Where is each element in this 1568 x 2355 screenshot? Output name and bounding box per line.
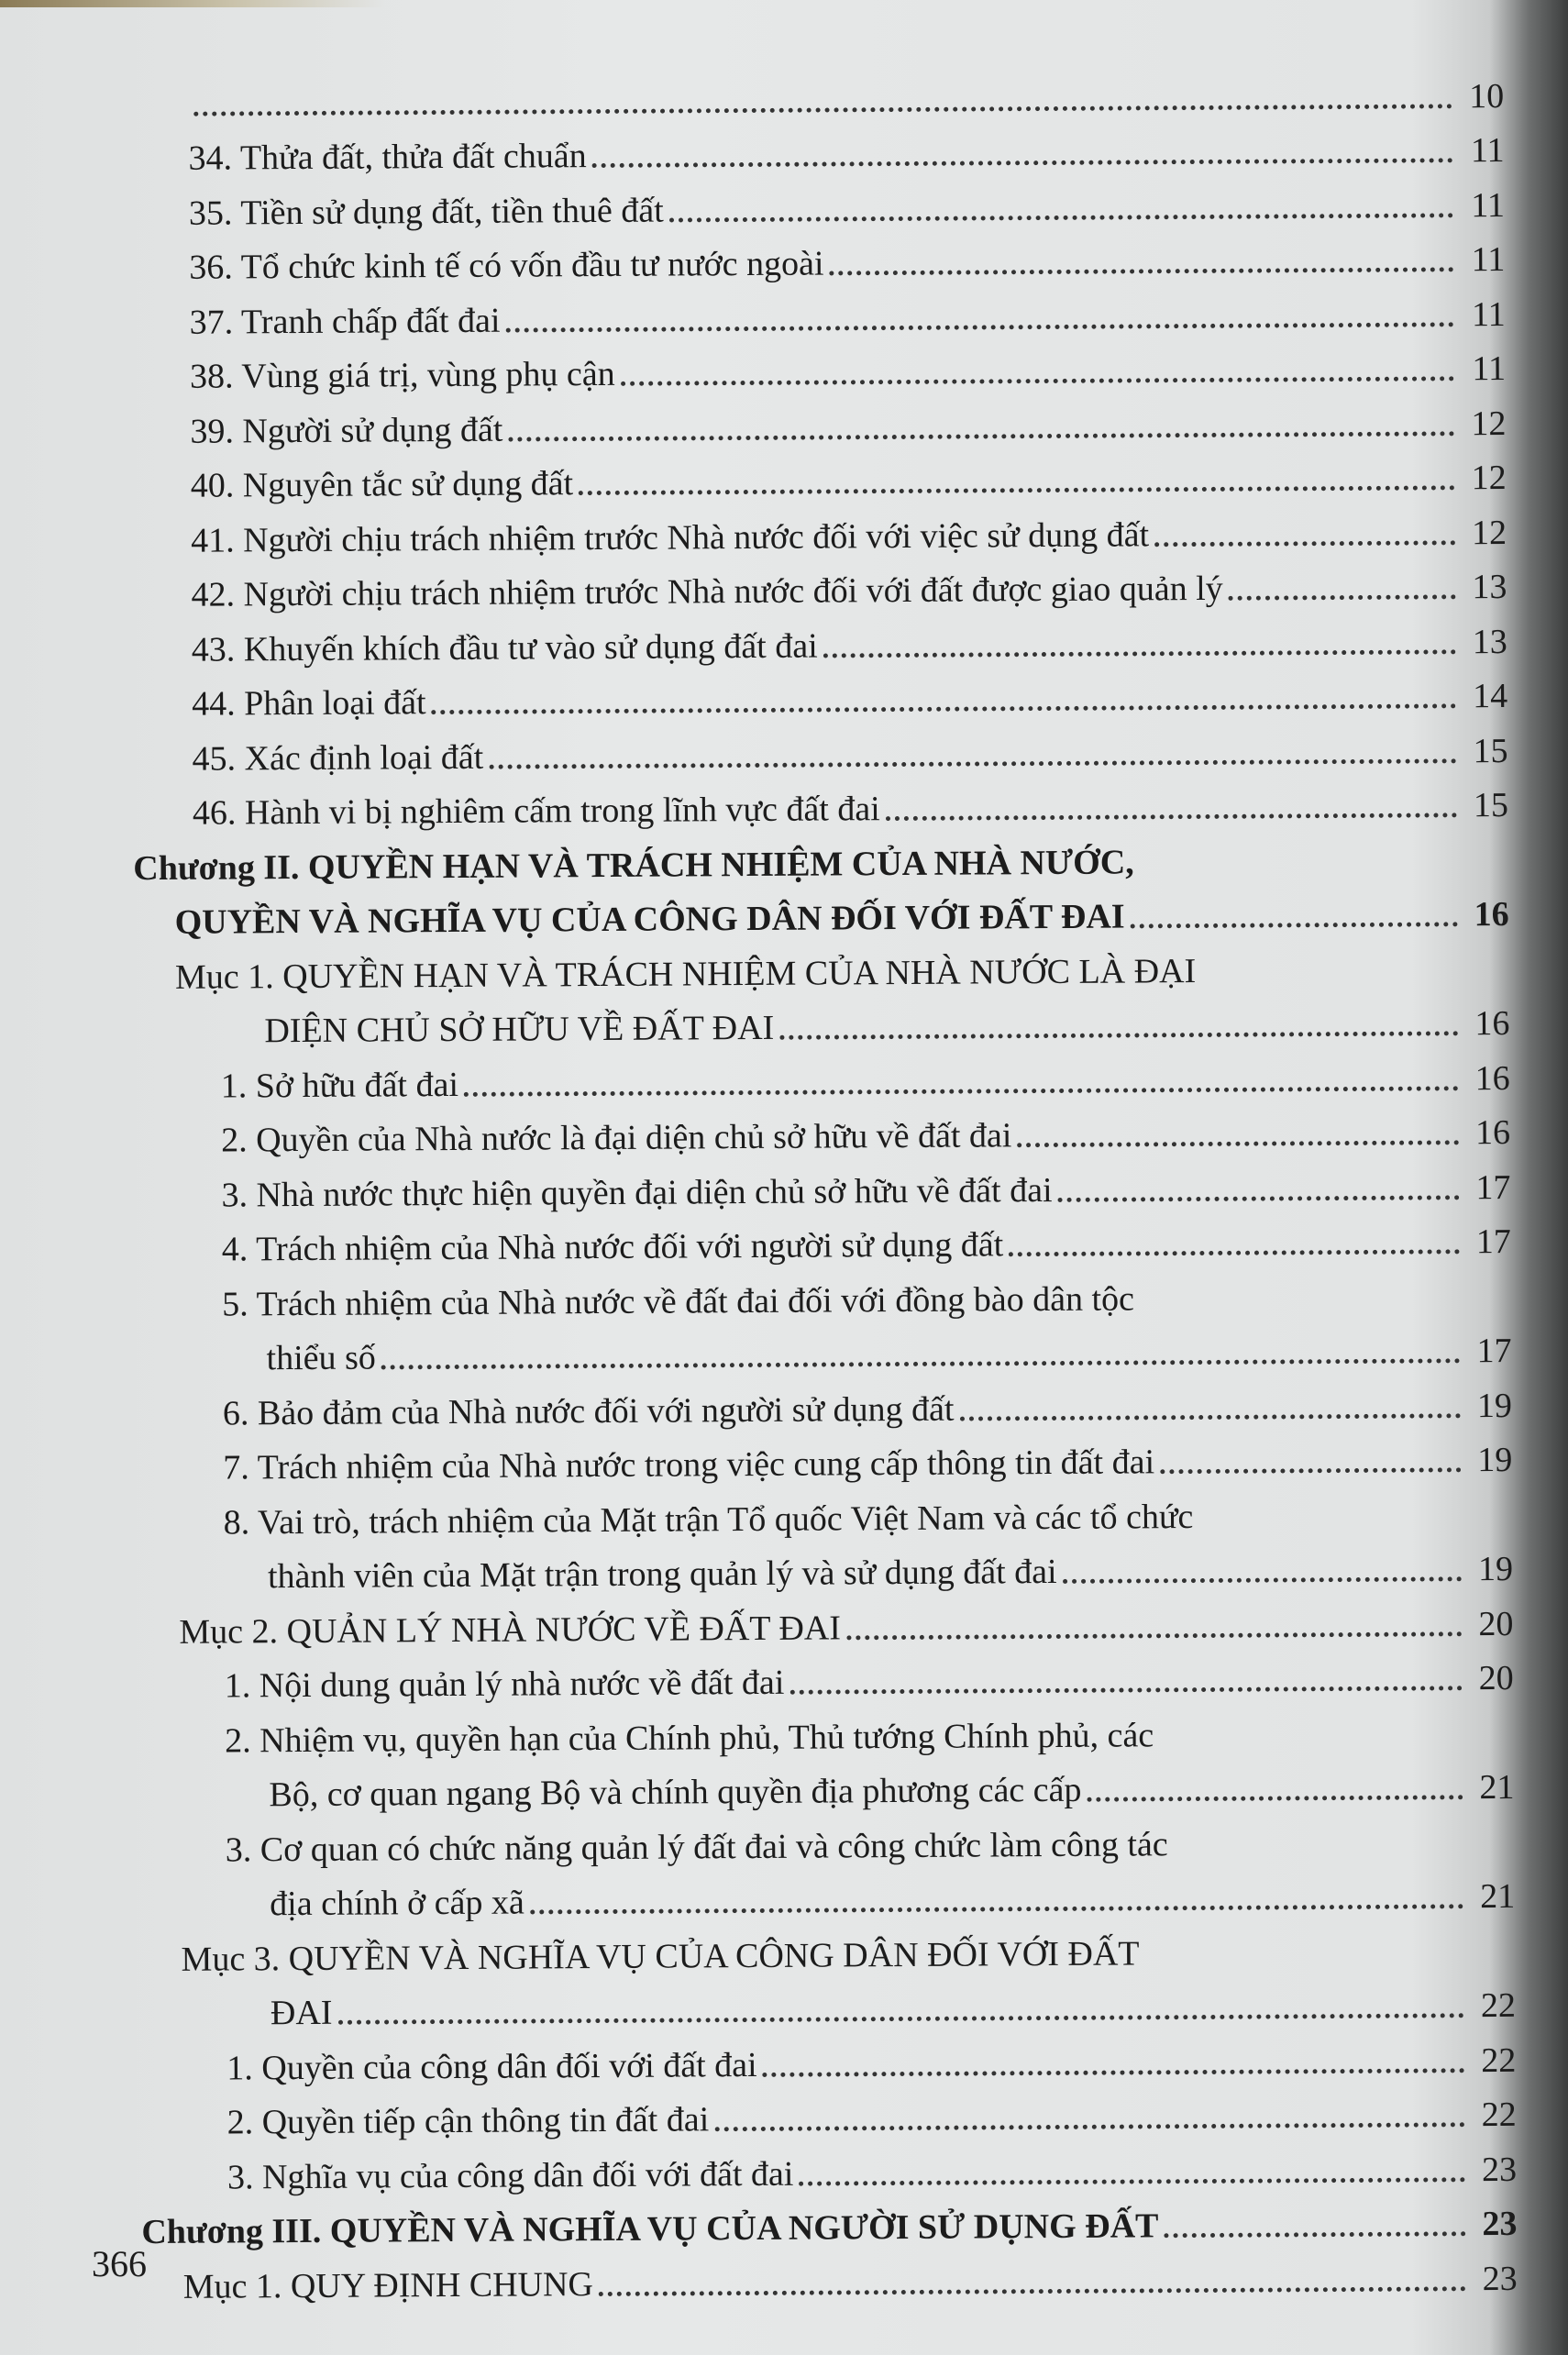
dot-leader [1009,1249,1460,1256]
toc-page-number: 21 [1480,1876,1516,1917]
toc-entry [11,1918,1516,2036]
toc-page-number: 22 [1481,2040,1517,2080]
toc-entry-title: 3. Cơ quan có chức năng quản lý đất đai và công chức làm công tác [225,1824,1168,1870]
toc-line [9,1535,1513,1599]
toc-entry-title: 6. Bảo đảm của Nhà nước đối với người sử dụng đất [222,1389,955,1433]
toc-page-number: 23 [1481,2150,1518,2189]
toc-page-number: 11 [1470,130,1505,171]
toc-line [7,1208,1511,1272]
toc-entry-title: 1. Nội dung quản lý nhà nước về đất đai [224,1663,785,1706]
dot-leader [1063,1576,1462,1584]
toc-entry-title: 34. Thửa đất, thửa đất chuẩn [188,137,587,178]
toc-entry [1,226,1505,290]
toc-entry [11,1808,1516,1927]
toc-entry [8,1426,1512,1490]
toc-line [0,62,1504,127]
toc-entry-title: thiểu số [266,1338,376,1378]
toc-entry [0,116,1504,181]
toc-entry-title: 44. Phân loại đất [192,683,426,724]
toc-entry-title: 7. Trách nhiệm của Nhà nước trong việc cung cấp thông tin đất đai [223,1443,1155,1487]
toc-line [7,1317,1511,1381]
toc-line [11,1918,1515,1982]
toc-entry-title: 45. Xác định loại đất [192,737,484,779]
toc-entry [3,444,1507,508]
toc-entry-title: Mục 1. QUY ĐỊNH CHUNG [182,2264,594,2306]
toc-entry [12,2081,1516,2145]
toc-line [6,935,1509,1000]
toc-page-number: 14 [1473,676,1508,716]
toc-entry [10,1699,1515,1818]
toc-entry-title: Bộ, cơ quan ngang Bộ và chính quyền địa phương các cấp [269,1770,1082,1815]
dot-leader [830,267,1454,275]
toc-entry [6,1099,1510,1163]
toc-entry [3,499,1507,563]
toc-page-number: 10 [1469,76,1505,116]
toc-line [13,2190,1517,2254]
toc-entry-title: Chương II. QUYỀN HẠN VÀ TRÁCH NHIỆM CỦA NHÀ NƯỚC, [133,842,1134,888]
dot-leader [714,2122,1464,2131]
toc-entry [4,608,1507,672]
toc-entry-title: Mục 2. QUẢN LÝ NHÀ NƯỚC VỀ ĐẤT ĐAI [179,1608,842,1652]
toc-entry [1,171,1505,236]
toc-page-number: 22 [1480,1985,1517,2026]
toc-entry-title: 2. Quyền tiếp cận thông tin đất đai [226,2100,710,2142]
photo-background-edge [0,0,385,7]
toc-entry [1,281,1505,345]
dot-leader [381,1358,1461,1369]
toc-page-number: 12 [1471,404,1507,443]
toc-page-number: 16 [1474,1112,1511,1153]
toc-line [8,1481,1512,1545]
toc-entry [0,62,1504,127]
dot-leader [193,104,1452,116]
dot-leader [1160,1467,1461,1474]
toc-line [2,335,1506,399]
toc-entry-title: 41. Người chịu trách nhiệm trước Nhà nước đối với việc sử dụng đất [190,514,1150,560]
toc-page-number: 11 [1471,294,1506,334]
toc-entry [6,1154,1510,1218]
toc-line [4,608,1507,672]
toc-line [3,553,1507,617]
toc-line [7,1263,1511,1327]
toc-line [13,2136,1517,2200]
toc-entry-title: địa chính ở cấp xã [270,1883,525,1924]
toc-line [10,1753,1514,1818]
table-of-contents [0,62,1518,2308]
toc-entry [5,771,1508,835]
toc-entry-title: 4. Trách nhiệm của Nhà nước đối với người sử dụng đất [221,1225,1004,1269]
toc-entry [4,662,1507,726]
toc-line [3,499,1507,563]
toc-entry-title: 3. Nghĩa vụ của công dân đối với đất đai [226,2154,794,2197]
toc-page-number: 17 [1476,1331,1512,1371]
toc-page-number: 20 [1478,1658,1514,1698]
dot-leader [1154,540,1455,547]
toc-entry [6,1045,1510,1109]
page-number: 366 [92,2243,147,2284]
toc-entry-title: 2. Quyền của Nhà nước là đại diện chủ sở hữu về đất đai [220,1116,1012,1160]
toc-entry-title: 46. Hành vi bị nghiêm cấm trong lĩnh vực đất đai [192,790,880,833]
toc-entry-title: 1. Quyền của công dân đối với đất đai [226,2045,757,2088]
toc-line [14,2245,1518,2309]
dot-leader [530,1904,1463,1914]
toc-line [3,444,1507,508]
toc-page-number: 11 [1471,239,1506,280]
toc-page-number: 15 [1473,731,1508,770]
toc-entry [13,2136,1517,2200]
dot-leader [579,485,1455,495]
toc-line [12,2027,1516,2091]
toc-page-number: 19 [1477,1549,1514,1589]
toc-page-number: 16 [1474,894,1509,934]
dot-leader [1017,1140,1459,1147]
toc-entry [8,1372,1512,1436]
toc-entry [6,935,1510,1054]
toc-page-number: 19 [1476,1386,1513,1425]
dot-leader [338,2013,1464,2025]
toc-page-number: 11 [1471,185,1506,225]
toc-line [10,1644,1514,1708]
toc-entry-title: 8. Vai trò, trách nhiệm của Mặt trận Tổ quốc Việt Nam và các tổ chức [223,1497,1194,1542]
toc-entry-title: 43. Khuyến khích đầu tư vào sử dụng đất đai [191,626,818,669]
dot-leader [1229,594,1456,601]
toc-line [1,281,1505,345]
toc-entry [14,2245,1518,2309]
toc-entry [8,1481,1513,1599]
toc-line [4,717,1507,781]
toc-entry-title: 35. Tiền sử dụng đất, tiền thuê đất [188,191,664,233]
toc-page-number: 17 [1475,1222,1511,1262]
toc-line [5,771,1508,835]
toc-page-number: 15 [1473,785,1509,825]
toc-entry-title: 5. Trách nhiệm của Nhà nước về đất đai đối với đồng bào dân tộc [222,1278,1135,1324]
toc-entry-title: 3. Nhà nước thực hiện quyền đại diện chủ sở hữu về đất đai [221,1170,1053,1215]
toc-entry-title: QUYỀN VÀ NGHĨA VỤ CỦA CÔNG DÂN ĐỐI VỚI ĐẤT ĐAI [174,897,1125,942]
toc-line [5,826,1508,890]
toc-line [10,1699,1514,1763]
toc-page-number: 23 [1482,2204,1518,2244]
toc-page-number: 13 [1472,567,1507,607]
dot-leader [669,213,1453,222]
toc-entry-title: 1. Sở hữu đất đai [220,1065,459,1106]
toc-line [6,1099,1510,1163]
dot-leader [846,1631,1462,1640]
dot-leader [508,431,1454,441]
toc-page-number: 16 [1474,1058,1510,1098]
toc-page-number: 13 [1472,622,1507,661]
toc-entry-title: 40. Nguyên tắc sử dụng đất [190,464,574,505]
toc-page-number: 19 [1477,1440,1513,1480]
toc-entry [2,390,1506,454]
toc-entry-title: 42. Người chịu trách nhiệm trước Nhà nước đối với đất được giao quản lý [191,569,1223,614]
toc-entry [7,1263,1512,1381]
dot-leader [1164,2231,1465,2238]
toc-entry [3,553,1507,617]
toc-page-number: 12 [1471,458,1507,498]
toc-entry-title: Chương III. QUYỀN VÀ NGHĨA VỤ CỦA NGƯỜI SỬ DỤNG ĐẤT [141,2206,1159,2252]
toc-entry [12,2027,1516,2091]
dot-leader [763,2068,1465,2077]
dot-leader [790,1686,1462,1694]
toc-entry-title: Mục 1. QUYỀN HẠN VÀ TRÁCH NHIỆM CỦA NHÀ NƯỚC LÀ ĐẠI [174,951,1197,997]
toc-page-number: 23 [1482,2259,1518,2298]
dot-leader [799,2177,1465,2185]
toc-page-number: 20 [1478,1604,1514,1643]
dot-leader [621,376,1454,386]
toc-chapter-entry [13,2190,1517,2254]
toc-line [1,171,1505,236]
toc-line [11,1863,1515,1927]
toc-line [1,226,1505,290]
toc-line [2,390,1506,454]
dot-leader [432,703,1457,714]
toc-entry-title: 39. Người sử dụng đất [190,410,503,451]
toc-entry [9,1590,1513,1654]
dot-leader [886,813,1457,821]
toc-page-number: 21 [1479,1767,1515,1808]
toc-entry-title: 36. Tổ chức kinh tế có vốn đầu tư nước ngoài [189,244,824,287]
dot-leader [1088,1795,1463,1802]
toc-line [5,880,1508,945]
toc-entry-title: 2. Nhiệm vụ, quyền hạn của Chính phủ, Thủ tướng Chính phủ, các [224,1715,1154,1761]
toc-entry-title: 37. Tranh chấp đất đai [189,301,501,342]
toc-line [6,1045,1510,1109]
toc-line [0,116,1504,181]
toc-line [12,2081,1516,2145]
toc-entry-title: Mục 3. QUYỀN VÀ NGHĨA VỤ CỦA CÔNG DÂN ĐỐI VỚI ĐẤT [181,1933,1140,1979]
toc-entry [10,1644,1514,1708]
toc-page-number: 22 [1481,2095,1517,2135]
toc-entry [2,335,1506,399]
toc-line [11,1808,1515,1873]
toc-entry [4,717,1507,781]
dot-leader [823,649,1456,658]
dot-leader [779,1031,1458,1040]
dot-leader [464,1086,1459,1097]
dot-leader [959,1413,1461,1421]
toc-entry-title: DIỆN CHỦ SỞ HỮU VỀ ĐẤT ĐAI [264,1008,775,1051]
dot-leader [489,758,1456,768]
toc-entry-title: 38. Vùng giá trị, vùng phụ cận [189,354,615,396]
toc-line [6,990,1509,1054]
toc-line [4,662,1507,726]
dot-leader [592,158,1453,168]
toc-page-number: 11 [1472,348,1507,389]
toc-entry-title: ĐAI [270,1993,333,2033]
dot-leader [1058,1195,1460,1202]
toc-page-number: 12 [1471,513,1507,552]
toc-line [9,1590,1513,1654]
dot-leader [506,322,1454,332]
toc-entry-title: thành viên của Mặt trận trong quản lý và sử dụng đất đai [267,1552,1057,1597]
toc-chapter-entry [5,826,1509,945]
toc-line [12,1972,1516,2036]
dot-leader [1131,922,1458,928]
toc-page-number: 17 [1475,1167,1511,1207]
toc-line [8,1372,1512,1436]
toc-entry [7,1208,1511,1272]
toc-page-number: 16 [1474,1003,1510,1044]
toc-line [6,1154,1510,1218]
dot-leader [599,2286,1466,2296]
toc-line [8,1426,1512,1490]
